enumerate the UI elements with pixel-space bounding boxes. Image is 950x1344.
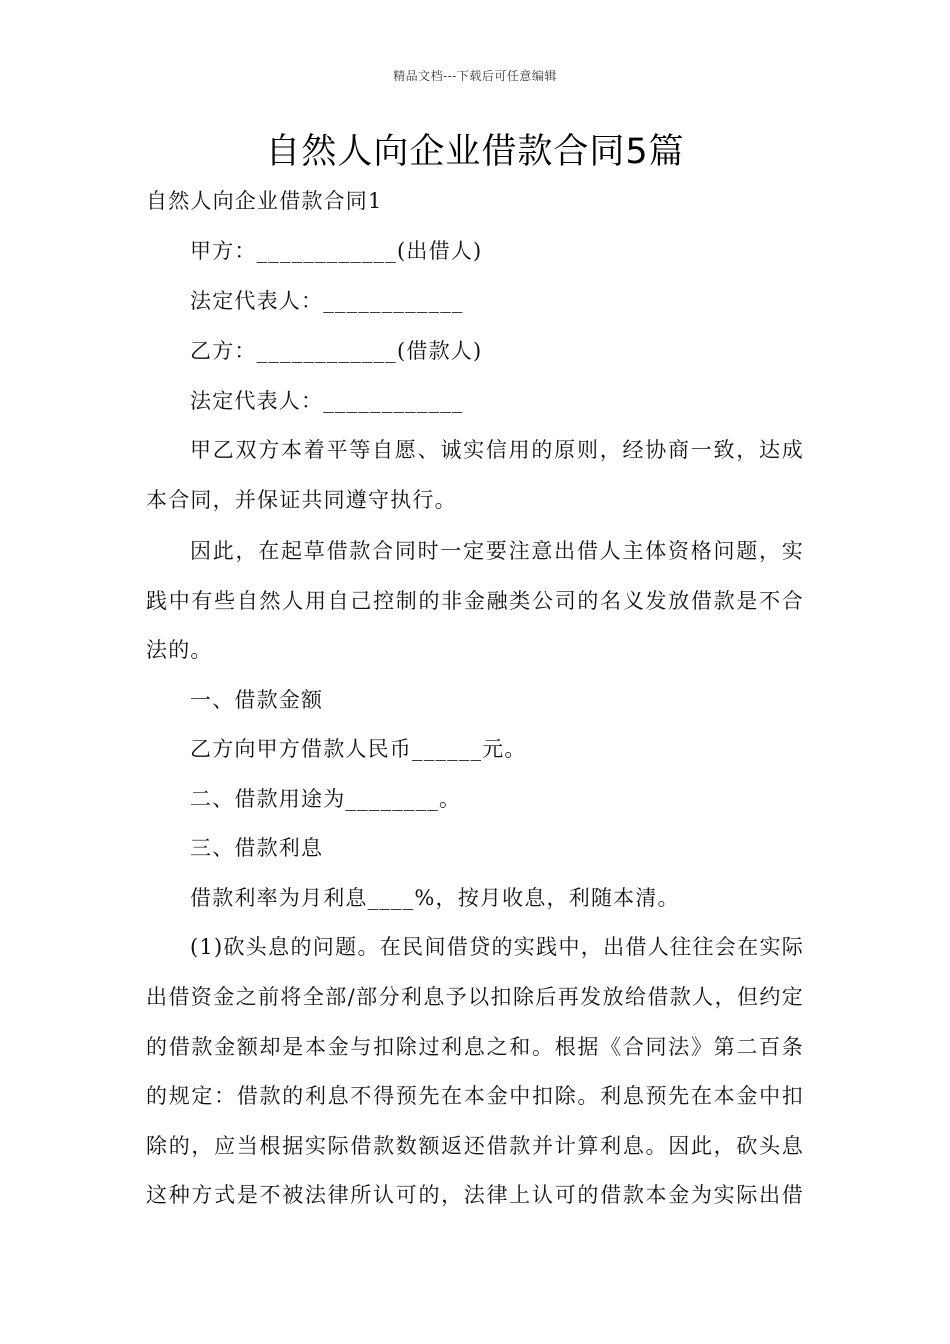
party-b-representative-line: 法定代表人：____________ xyxy=(190,389,464,413)
contract-subtitle: 自然人向企业借款合同1 xyxy=(146,189,383,213)
intro-paragraph-line-1: 甲乙双方本着平等自愿、诚实信用的原则，经协商一致，达成 xyxy=(190,438,804,462)
clause-1-line-1: (1)砍头息的问题。在民间借贷的实践中，出借人往往会在实际 xyxy=(190,935,804,959)
section-purpose-text: 二、借款用途为________。 xyxy=(190,787,462,811)
therefore-paragraph-line-1: 因此，在起草借款合同时一定要注意出借人主体资格问题，实 xyxy=(190,539,804,563)
section-interest-text: 借款利率为月利息____%，按月收息，利随本清。 xyxy=(190,886,680,910)
clause-1-line-5: 除的，应当根据实际借款数额返还借款并计算利息。因此，砍头息 xyxy=(146,1134,804,1158)
party-a-representative-line: 法定代表人：____________ xyxy=(190,289,464,313)
clause-1-line-3: 的借款金额却是本金与扣除过利息之和。根据《合同法》第二百条 xyxy=(146,1035,804,1059)
section-amount-text: 乙方向甲方借款人民币______元。 xyxy=(190,737,527,761)
clause-1-line-4: 的规定：借款的利息不得预先在本金中扣除。利息预先在本金中扣 xyxy=(146,1084,804,1108)
section-amount-heading: 一、借款金额 xyxy=(190,688,324,712)
clause-1-line-2: 出借资金之前将全部/部分利息予以扣除后再发放给借款人，但约定 xyxy=(146,985,804,1009)
section-interest-heading: 三、借款利息 xyxy=(190,836,324,860)
clause-1-line-6: 这种方式是不被法律所认可的，法律上认可的借款本金为实际出借 xyxy=(146,1183,804,1207)
party-a-line: 甲方：____________(出借人) xyxy=(190,239,483,263)
header-note: 精品文档---下载后可任意编辑 xyxy=(393,69,557,83)
therefore-paragraph-line-2: 践中有些自然人用自己控制的非金融类公司的名义发放借款是不合 xyxy=(146,589,804,613)
document-title: 自然人向企业借款合同5篇 xyxy=(265,132,685,172)
therefore-paragraph-line-3: 法的。 xyxy=(146,638,213,662)
intro-paragraph-line-2: 本合同，并保证共同遵守执行。 xyxy=(146,488,457,512)
party-b-line: 乙方：____________(借款人) xyxy=(190,339,483,363)
